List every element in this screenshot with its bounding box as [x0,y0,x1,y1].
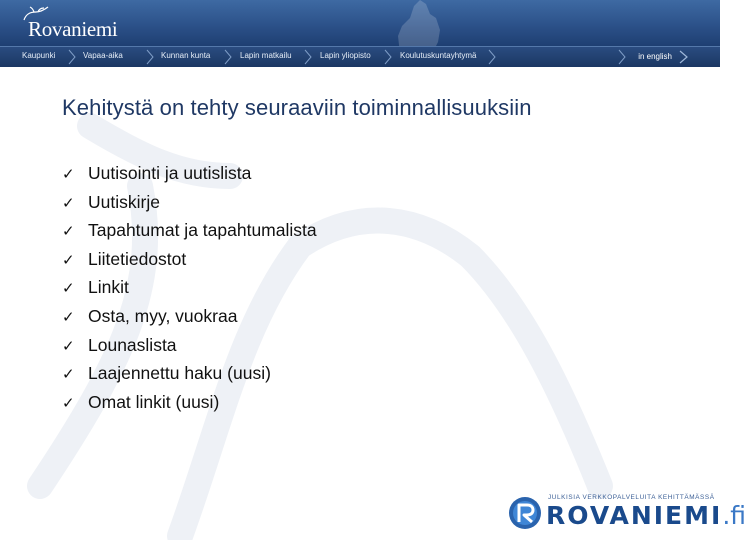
list-item-label: Uutisointi ja uutislista [88,163,252,183]
nav-arrow-icon[interactable] [676,49,692,65]
check-icon: ✓ [62,365,75,384]
nav-item-vapaa-aika[interactable]: Vapaa-aika [83,51,123,60]
check-icon: ✓ [62,250,75,269]
chevron-separator-icon [384,50,392,64]
nav-item-lapin-matkailu[interactable]: Lapin matkailu [240,51,292,60]
list-item-label: Tapahtumat ja tapahtumalista [88,220,317,241]
header-banner [0,0,720,46]
chevron-separator-icon [224,50,232,64]
list-item-label: Liitetiedostot [88,248,187,269]
list-item [62,219,317,248]
chevron-separator-icon [618,50,626,64]
list-item-label: Uutiskirje [88,191,160,212]
list-item [62,162,317,191]
list-item [62,391,317,420]
language-link-english[interactable]: in english [638,52,672,61]
footer-domain-suffix: .fi [722,501,746,530]
list-item [62,362,317,391]
footer-logo [508,494,746,534]
site-logo[interactable] [6,4,136,42]
check-icon: ✓ [62,193,75,212]
top-nav [0,46,720,67]
nav-item-koulutuskuntayhtyma[interactable]: Koulutuskuntayhtymä [400,51,477,60]
list-item [62,305,317,334]
footer-tagline: JULKISIA VERKKOPALVELUITA KEHITTÄMÄSSÄ [548,494,715,501]
slide-heading: Kehitystä on tehty seuraaviin toiminnallisuuksiin [62,95,532,120]
list-item-label: Linkit [88,277,129,298]
nav-item-lapin-yliopisto[interactable]: Lapin yliopisto [320,51,371,60]
list-item [62,276,317,305]
check-icon: ✓ [62,279,75,298]
feature-checklist [62,162,317,419]
chevron-separator-icon [68,50,76,64]
check-icon: ✓ [62,307,75,326]
chevron-separator-icon [488,50,496,64]
nav-item-kunta[interactable]: Kunnan kunta [161,51,211,60]
list-item [62,191,317,220]
check-icon: ✓ [62,336,75,355]
rovaniemi-r-emblem-icon [508,496,542,530]
list-item [62,334,317,363]
footer-wordmark [546,501,746,530]
nav-item-kaupunki[interactable]: Kaupunki [22,51,56,60]
check-icon: ✓ [62,222,75,241]
chevron-separator-icon [146,50,154,64]
list-item-label: Lounaslista [88,334,177,355]
list-item-label: Laajennettu haku (uusi) [88,363,271,384]
list-item [62,248,317,277]
logo-text: Rovaniemi [28,17,118,41]
check-icon: ✓ [62,393,75,412]
footer-wordmark-text: ROVANIEMI [546,501,723,530]
check-icon: ✓ [62,165,75,183]
list-item-label: Osta, myy, vuokraa [88,305,238,326]
list-item-label: Omat linkit (uusi) [88,391,220,412]
chevron-separator-icon [304,50,312,64]
